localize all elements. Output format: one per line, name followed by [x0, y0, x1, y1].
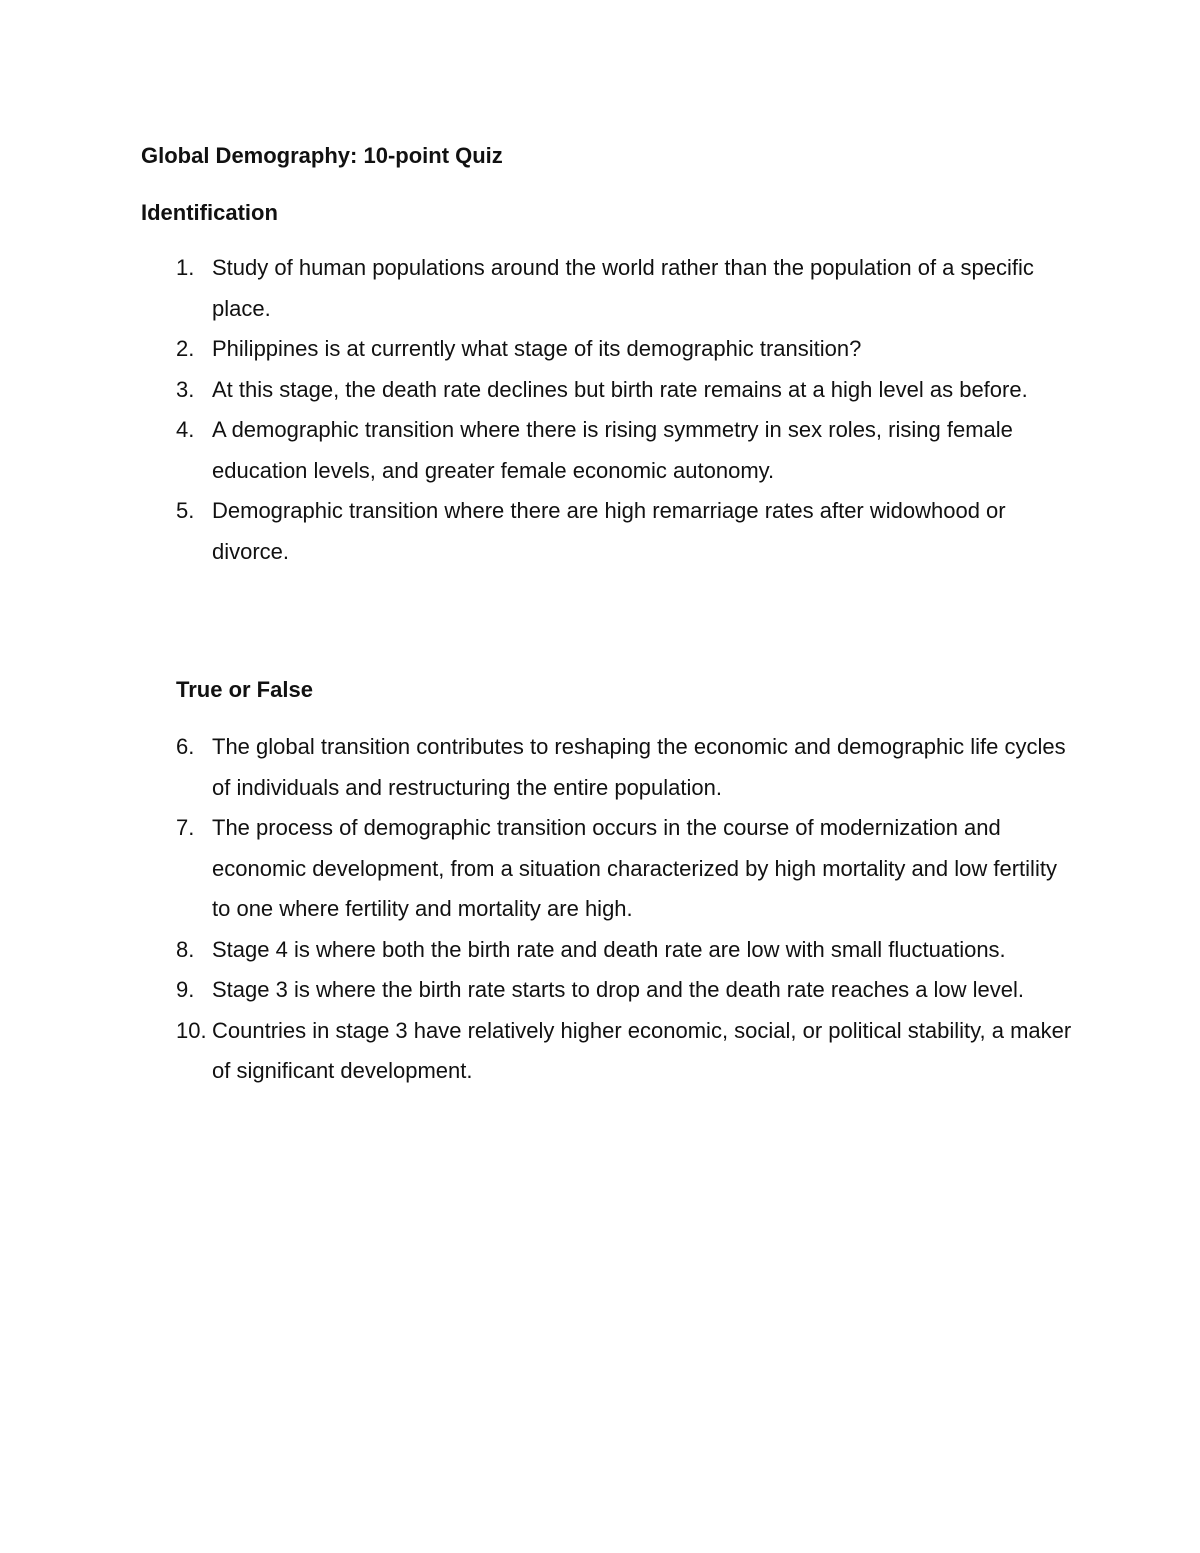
question-text: Countries in stage 3 have relatively higher economic, social, or political stability, a maker of significant development. — [212, 1017, 1072, 1083]
question-text: Demographic transition where there are high remarriage rates after widowhood or divorce. — [212, 498, 1006, 564]
question-number: 3. — [176, 376, 195, 402]
question-text: Study of human populations around the world rather than the population of a specific place. — [212, 255, 1034, 321]
question-number: 9. — [176, 977, 195, 1002]
question-item — [0, 727, 1200, 808]
question-item — [0, 370, 1200, 411]
question-text: Stage 4 is where both the birth rate and death rate are low with small fluctuations. — [212, 936, 1006, 962]
question-item — [0, 930, 1200, 971]
question-number: 5. — [176, 498, 195, 523]
question-item — [0, 1011, 1200, 1092]
question-item — [0, 970, 1200, 1011]
question-item — [0, 808, 1200, 930]
identification-question-list — [0, 248, 1200, 572]
question-number: 8. — [176, 936, 195, 962]
question-text: The global transition contributes to reshaping the economic and demographic life cycles of individuals and restructuring the entire population. — [212, 734, 1066, 800]
question-item — [0, 410, 1200, 491]
question-number: 4. — [176, 417, 195, 442]
question-text: Philippines is at currently what stage of its demographic transition? — [212, 336, 862, 361]
question-number: 10. — [176, 1017, 207, 1043]
section-heading-true-or-false: True or False — [176, 677, 313, 702]
question-number: 6. — [176, 734, 195, 759]
true-or-false-question-list — [0, 727, 1200, 1092]
question-item — [0, 329, 1200, 370]
question-text: A demographic transition where there is rising symmetry in sex roles, rising female education levels, and greater female economic autonomy. — [212, 417, 1013, 483]
question-number: 2. — [176, 336, 195, 361]
question-item — [0, 248, 1200, 329]
document-title: Global Demography: 10-point Quiz — [141, 143, 503, 168]
question-item — [0, 491, 1200, 572]
question-text: Stage 3 is where the birth rate starts to drop and the death rate reaches a low level. — [212, 977, 1025, 1002]
question-text: The process of demographic transition occurs in the course of modernization and economic development, from a situation characterized by high mortality and low fertility to one where fertility and mortality are high. — [212, 815, 1057, 921]
question-text: At this stage, the death rate declines but birth rate remains at a high level as before. — [212, 376, 1028, 402]
question-number: 1. — [176, 255, 195, 280]
question-number: 7. — [176, 815, 195, 840]
section-heading-identification: Identification — [141, 200, 278, 225]
